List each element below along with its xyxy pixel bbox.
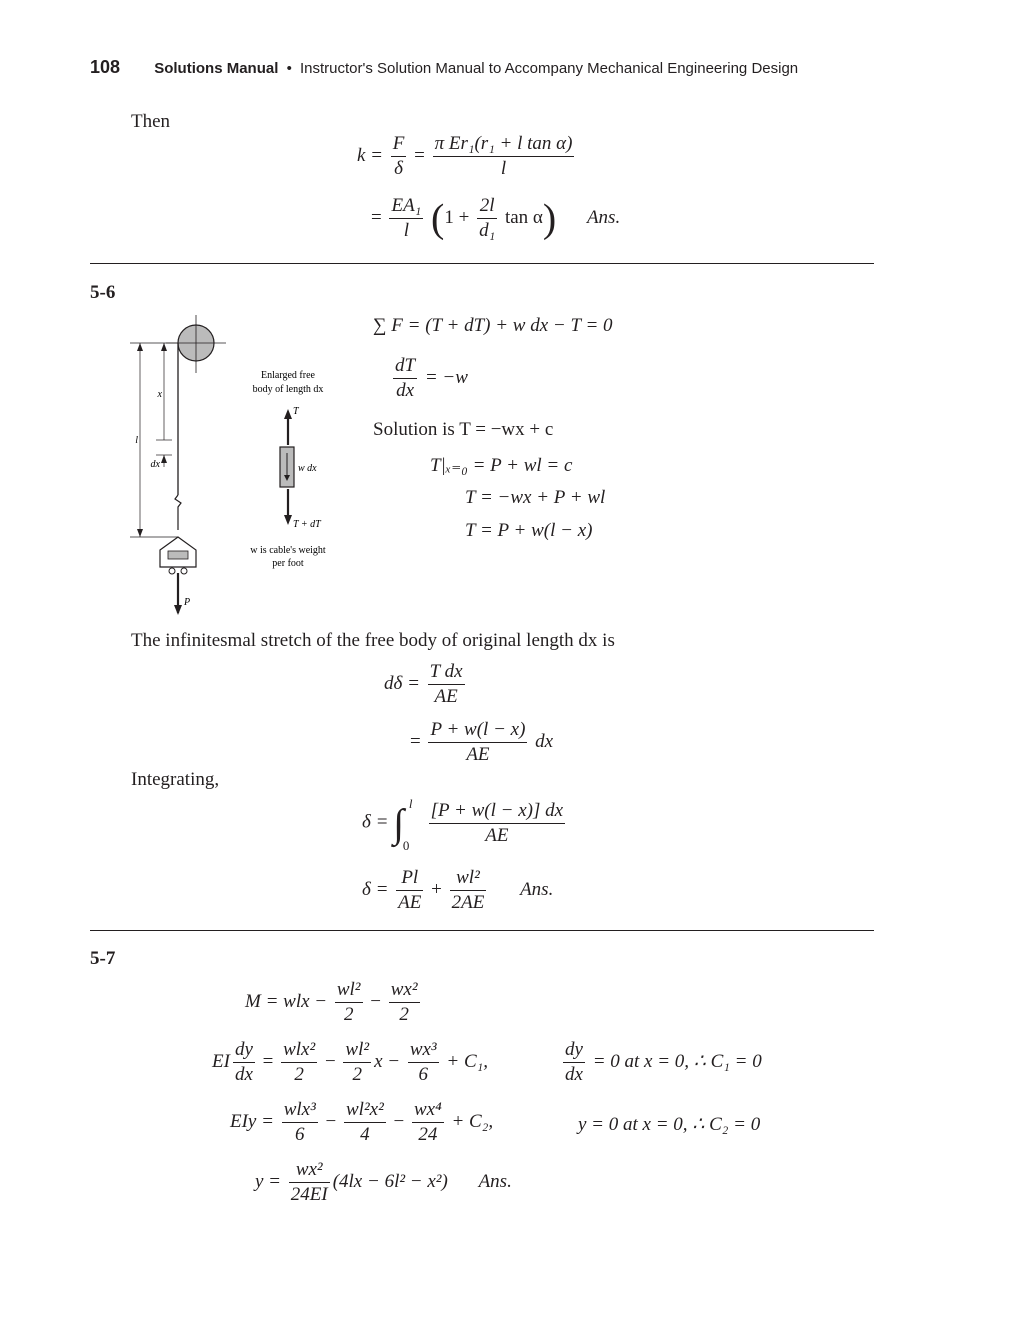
eq-slope: EI $\frac{dy}{dx}$ = $\frac{\text{wlx²}}{2}$ − $\frac{\text{wl²}}{2}$ x − $\frac{\text{wx³}}{6}$ + C₁,	[212, 1039, 488, 1085]
cable-free-body-figure	[120, 315, 350, 615]
frac-2l-d1: $\frac{2l}{\text{d₁}}$	[479, 195, 496, 241]
eq-bc2: y = 0 at x = 0, ∴ C₂ = 0	[578, 1114, 761, 1135]
eq-T-expanded: T = −wx + P + wl	[465, 487, 606, 508]
section-label-5-6: 5-6	[90, 282, 116, 303]
answer-label: Ans.	[586, 206, 621, 228]
eq-moment: M = wlx − $\frac{\text{wl²}}{2}$ − $\frac{\text{wx²}}{2}$	[245, 979, 418, 1025]
eq-k-lhs: k =	[357, 144, 384, 166]
eq-integral: δ = ∫ l 0 $\frac{[P + w(l - x)] dx}{AE}$	[362, 796, 564, 853]
eq-k-line2: = $\frac{\text{EA₁}}{l}$ (1 + $\frac{2l}{\text{d₁}}$ tan α) Ans.	[371, 195, 621, 241]
eq-d-delta: dδ = $\frac{\text{T dx}}{AE}$	[384, 661, 463, 707]
eq-d-delta-2: = $\frac{P + w(l - x)}{AE}$ dx	[410, 719, 554, 765]
book-long-title: Instructor's Solution Manual to Accompany Mechanical Engineering Design	[300, 60, 799, 77]
book-short-title: Solutions Manual	[154, 60, 279, 77]
eq-T-final: T = P + w(l − x)	[465, 520, 593, 541]
section-divider	[90, 263, 874, 264]
label-dx: dx	[150, 459, 160, 470]
then-text: Then	[131, 111, 171, 132]
frac-f-delta: $\frac{F}{\delta}$	[392, 133, 405, 179]
eq-delta-result: δ = $\frac{Pl}{AE}$ + $\frac{\text{wl²}}{2AE}$ Ans.	[362, 867, 554, 913]
label-TdT: T + dT	[293, 519, 321, 530]
header-separator: •	[286, 60, 292, 77]
eq-T-at-0: T|ₓ₌₀ = P + wl = c	[430, 455, 573, 476]
eq-bc1: $\frac{dy}{dx}$ = 0 at x = 0, ∴ C₁ = 0	[565, 1039, 762, 1085]
label-P: P	[184, 597, 191, 608]
eq-sum-force: ∑ F = (T + dT) + w dx − T = 0	[373, 315, 613, 336]
label-l: l	[135, 435, 138, 446]
stretch-text: The infinitesmal stretch of the free body of original length dx is	[131, 630, 615, 651]
eq-dT-dx: $\frac{dT}{dx}$ = −w	[395, 355, 468, 401]
integrating-text: Integrating,	[131, 769, 220, 790]
running-header	[90, 57, 798, 78]
eq-solution: Solution is T = −wx + c	[373, 419, 554, 440]
frac-ea-l: $\frac{\text{EA₁}}{l}$	[391, 195, 422, 241]
eq-deflection-final: y = $\frac{\text{wx²}}{24EI}$ (4lx − 6l² − x²) Ans.	[255, 1159, 512, 1205]
page-number: 108	[90, 57, 121, 77]
enlarged-line1: Enlarged free	[261, 370, 315, 381]
label-wdx: w dx	[298, 463, 317, 474]
eq-k-line1: k = $\frac{F}{\delta}$ = $\frac{\text{π Er₁(r₁ + l tan α)}}{l}$	[357, 133, 573, 179]
label-x: x	[157, 389, 162, 400]
enlarged-line2: body of length dx	[252, 384, 324, 395]
label-T: T	[293, 406, 299, 417]
section-divider	[90, 930, 874, 931]
weight-line2: per foot	[272, 558, 304, 569]
eq-deflection-general: EIy = $\frac{\text{wlx³}}{6}$ − $\frac{\text{wl²x²}}{4}$ − $\frac{\text{wx⁴}}{24}$ + C₂,	[230, 1099, 494, 1145]
frac-k-main: $\frac{\text{π Er₁(r₁ + l tan α)}}{l}$	[434, 133, 573, 179]
section-label-5-7: 5-7	[90, 948, 116, 969]
weight-line1: w is cable's weight	[250, 545, 326, 556]
